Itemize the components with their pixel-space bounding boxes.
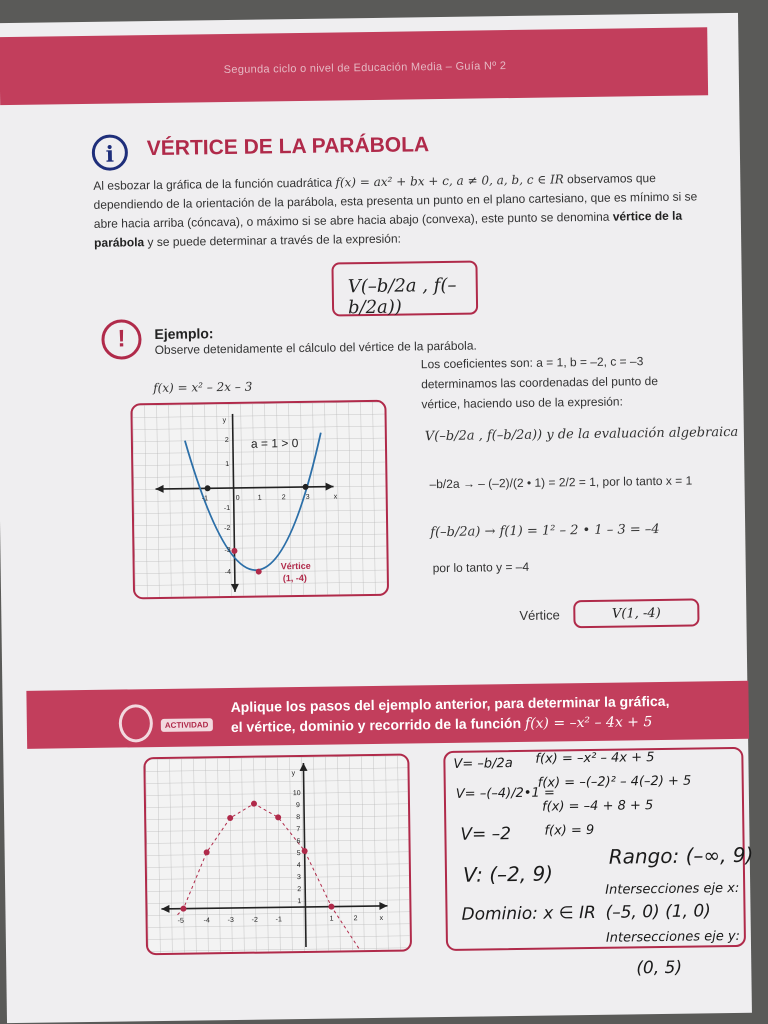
hw-line: f(x) = –x² – 4x + 5: [535, 750, 655, 767]
y-tick: -3: [224, 546, 231, 555]
example-subtitle: Observe detenidamente el cálculo del vértice de la parábola.: [154, 338, 477, 358]
x-tick: 0: [235, 494, 240, 502]
hw-int-x: (–5, 0) (1, 0): [605, 901, 711, 923]
vertex-result: V(1, -4): [611, 605, 661, 622]
x-tick: -3: [227, 916, 234, 925]
y-tick: 2: [224, 436, 229, 445]
exclamation-icon: !: [101, 319, 142, 360]
x-tick: x: [379, 914, 384, 922]
page-title: VÉRTICE DE LA PARÁBOLA: [146, 133, 430, 161]
example-line: Los coeficientes son: a = 1, b = –2, c = –3: [420, 354, 644, 372]
activity-badge: ACTIVIDAD: [161, 718, 213, 732]
y-tick: 5: [296, 850, 301, 858]
vertex-label: Vértice: [280, 560, 311, 572]
activity-instructions: Aplique los pasos del ejemplo anterior, para determinar la gráfica, el vértice, dominio y recorrido de la función f(x) = –x² – 4x + 5: [230, 692, 670, 735]
example-graph-svg: [132, 402, 387, 597]
example-line: –b/2a → – (–2)/(2 • 1) = 2/2 = 1, por lo tanto x = 1: [429, 473, 693, 492]
hw-vertex: V: (–2, 9): [462, 861, 554, 887]
y-tick: -4: [224, 568, 232, 577]
hw-int-y: (0, 5): [636, 957, 683, 979]
hw-line: f(x) = –(–2)² – 4(–2) + 5: [537, 773, 692, 791]
example-function: f(x) = x² – 2x – 3: [153, 379, 253, 396]
x-tick: -1: [275, 916, 282, 924]
vertex-coords: (1, -4): [282, 572, 307, 584]
x-tick: 2: [281, 494, 286, 502]
y-tick: y: [222, 417, 227, 425]
vertex-formula: V(–b/2a , f(–b/2a)): [347, 274, 457, 319]
hw-line: V= –(–4)/2•1 =: [455, 785, 555, 802]
hw-rango: Rango: (–∞, 9): [608, 842, 754, 869]
y-tick: 9: [295, 802, 300, 810]
x-tick: 1: [329, 915, 334, 923]
x-tick: 3: [305, 493, 310, 501]
x-tick: 2: [353, 915, 358, 923]
example-line: vértice, haciendo uso de la expresión:: [421, 394, 623, 412]
hw-line: f(x) = –4 + 8 + 5: [541, 798, 654, 815]
y-tick: 8: [296, 814, 301, 822]
x-tick: x: [333, 493, 338, 501]
y-tick: 7: [296, 826, 301, 834]
intro-paragraph: Al esbozar la gráfica de la función cuadrática f(x) = ax² + bx + c, a ≠ 0, a, b, c ∈ IR observamos que dependiendo de la orientación de la parábola, esta presenta un punto en el plano cartesiano, que es mínimo si se abre hacia arriba (cóncava), o máximo si se abre hacia abajo (convexa), este punto se denomina vértice de la parábola y se puede determinar a través de la expresión:: [93, 171, 698, 250]
hw-int-x-label: Intersecciones eje x:: [605, 880, 740, 898]
y-tick: 4: [296, 862, 301, 870]
x-tick: -4: [203, 917, 210, 925]
example-line: determinamos las coordenadas del punto de: [421, 374, 659, 392]
hw-int-y-label: Intersecciones eje y:: [605, 928, 741, 946]
y-tick: y: [291, 770, 296, 778]
vertex-result-label: Vértice: [519, 607, 560, 623]
vertex-formula-box: [331, 261, 478, 317]
example-graph: [130, 400, 389, 600]
hw-line: V= –b/2a: [453, 756, 513, 772]
activity-graph: [143, 754, 412, 956]
y-tick: -1: [223, 504, 231, 513]
x-tick: -1: [201, 495, 208, 503]
y-tick: -2: [224, 524, 231, 533]
y-tick: 3: [296, 874, 301, 882]
hw-line: f(x) = 9: [544, 822, 595, 839]
y-tick: 2: [297, 886, 302, 894]
x-tick: -5: [177, 917, 184, 925]
example-title: Ejemplo:: [154, 325, 214, 343]
example-line: f(–b/2a) → f(1) = 1² – 2 • 1 – 3 = –4: [430, 521, 660, 541]
header-text: Segunda ciclo o nivel de Educación Media – Guía Nº 2: [223, 60, 507, 77]
y-tick: 6: [296, 838, 301, 846]
hw-dominio: Dominio: x ∈ IR: [461, 902, 596, 925]
example-line: V(–b/2a , f(–b/2a)) y de la evaluación algebraica: [424, 424, 739, 445]
y-tick: 10: [292, 790, 301, 798]
annotation: a = 1 > 0: [250, 436, 299, 451]
vertex-result-box: [573, 598, 699, 628]
worksheet-page: [0, 13, 752, 1023]
y-tick: 1: [297, 898, 302, 906]
x-tick: 1: [257, 494, 262, 502]
example-line: por lo tanto y = –4: [432, 559, 530, 576]
hw-line: V= –2: [460, 824, 512, 845]
info-icon: i: [92, 134, 128, 170]
activity-graph-svg: [145, 756, 410, 954]
x-tick: -2: [251, 916, 258, 924]
y-tick: 1: [225, 460, 230, 469]
